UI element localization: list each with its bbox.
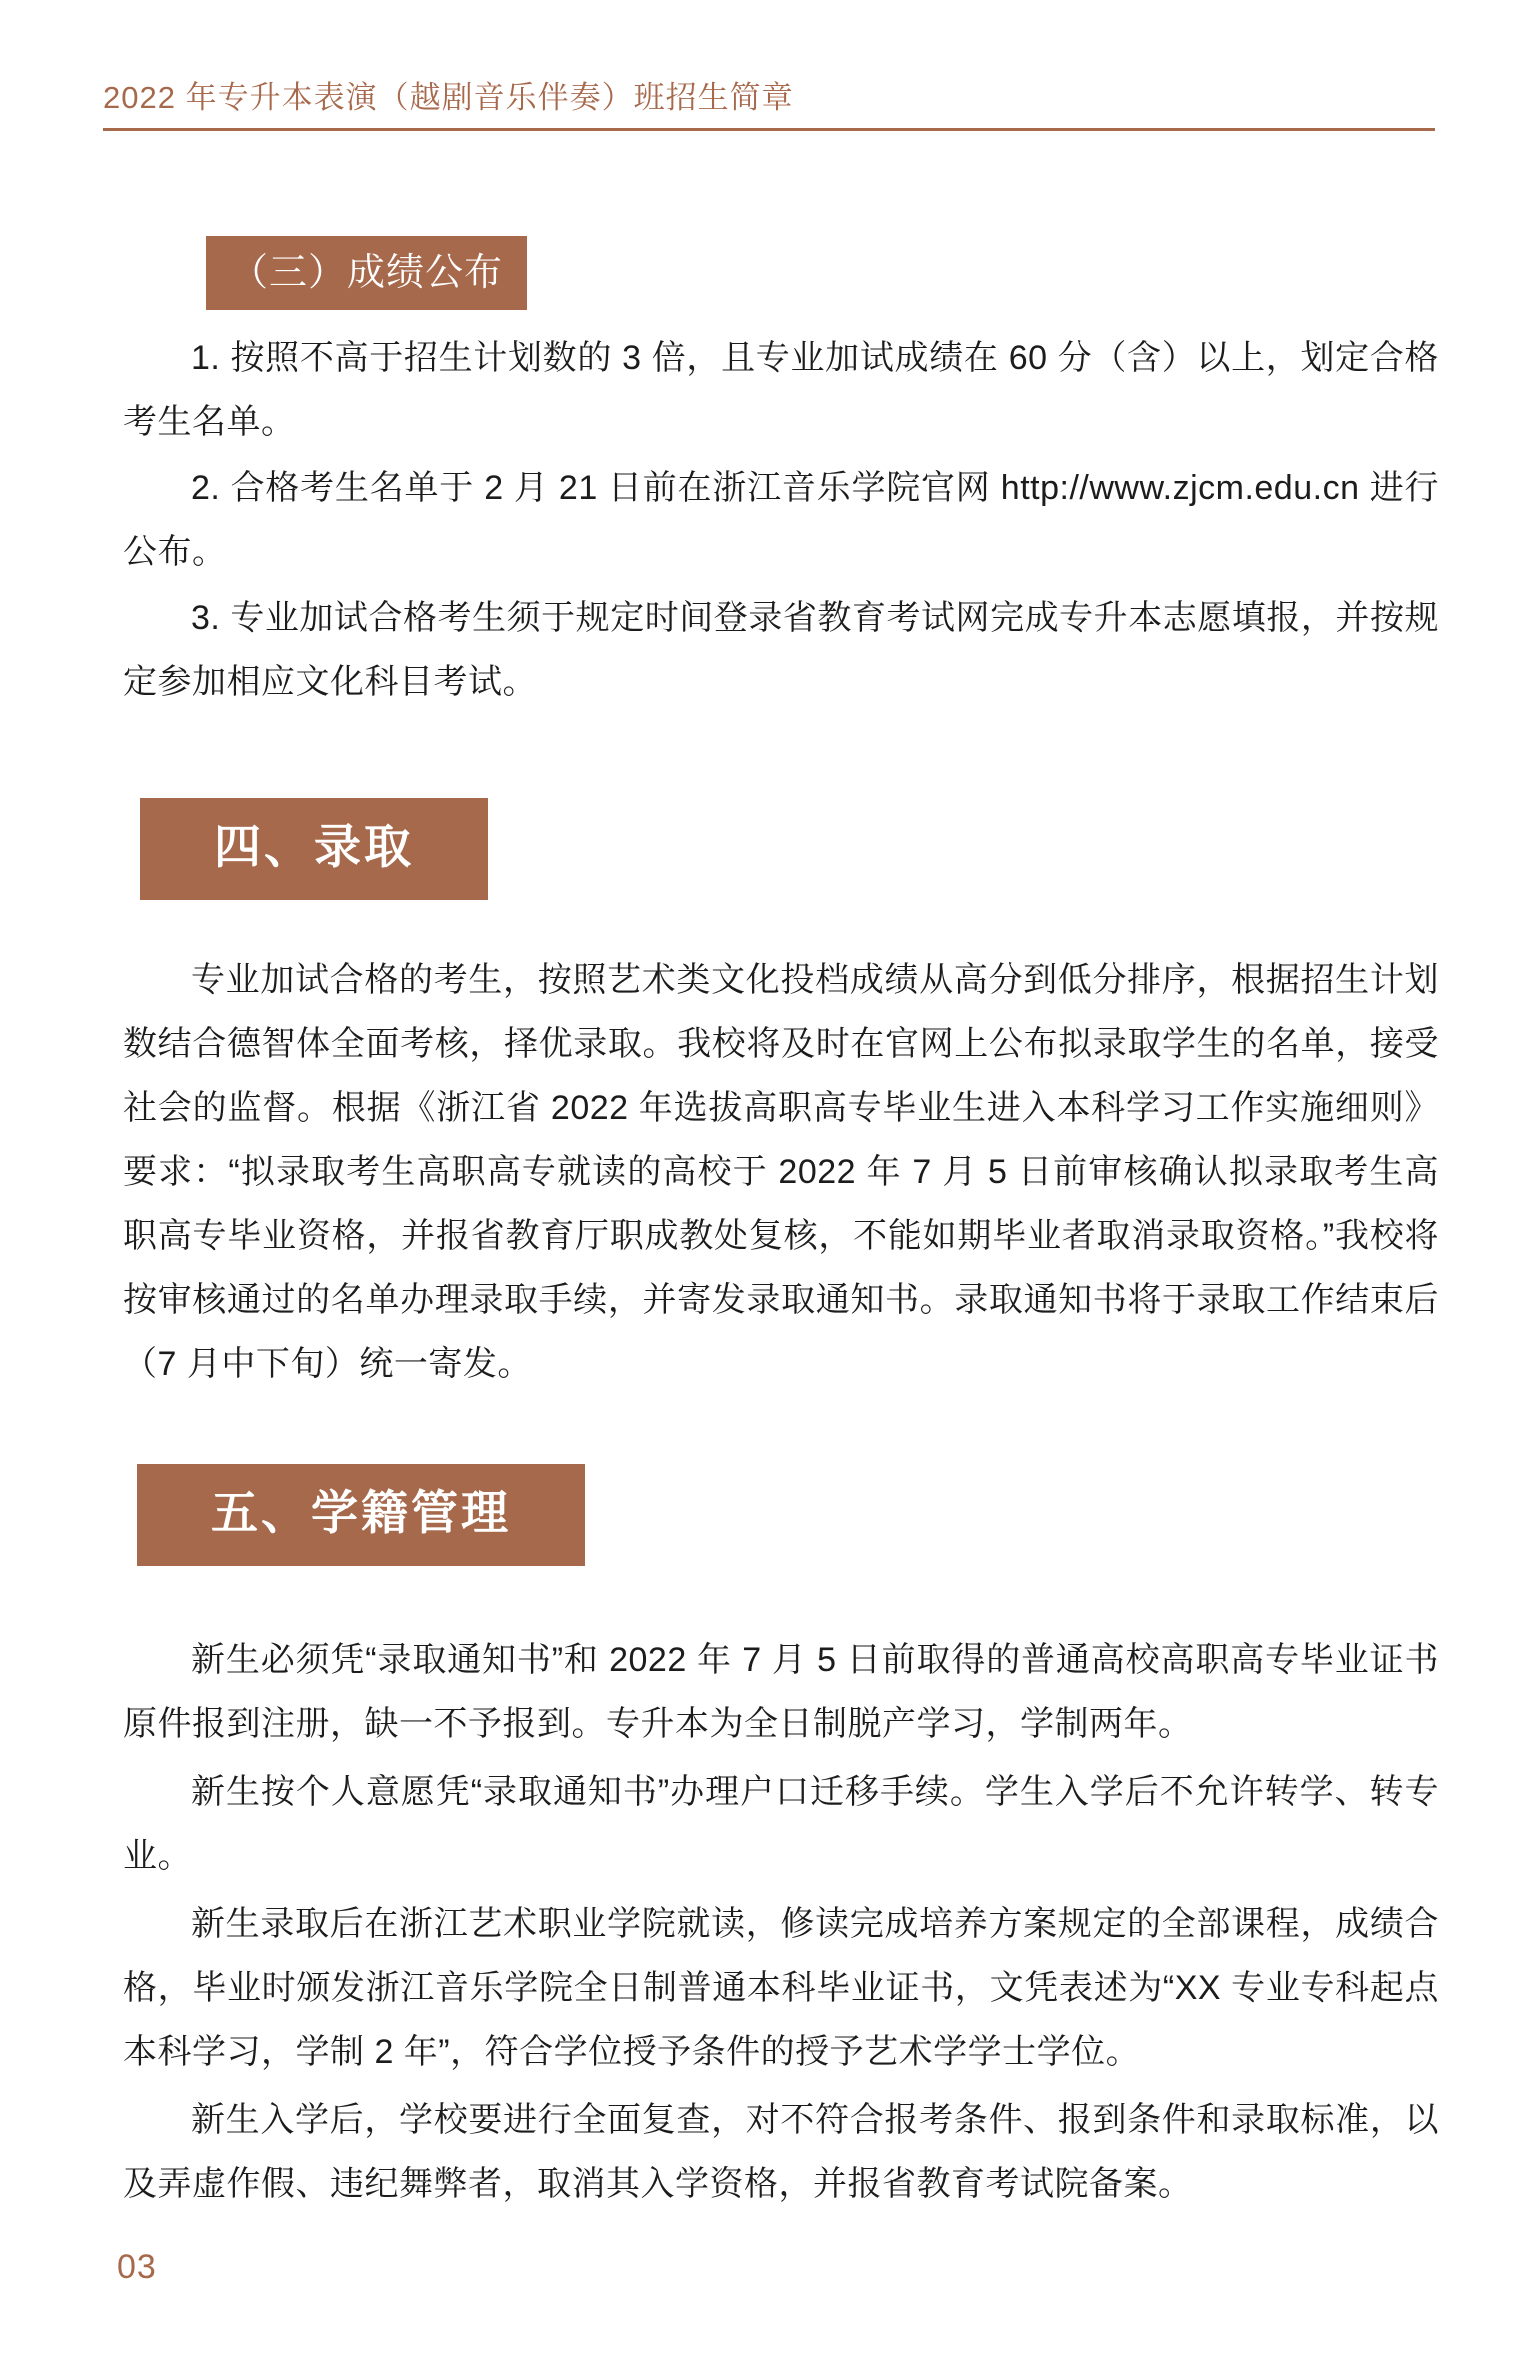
page-header-title: 2022 年专升本表演（越剧音乐伴奏）班招生简章 [103,80,794,115]
page-number: 03 [117,2248,157,2286]
paragraph-admission-1: 专业加试合格的考生，按照艺术类文化投档成绩从高分到低分排序，根据招生计划数结合德智体全面考核，择优录取。我校将及时在官网上公布拟录取学生的名单，接受社会的监督。根据《浙江省 2022 年选拔高职高专毕业生进入本科学习工作实施细则》要求：“拟录取考生高职高专就读的高校于 2022 年 7 月 5 日前审核确认拟录取考生高职高专毕业资格，并报省教育厅职成教处复核，不能如期毕业者取消录取资格。”我校将按审核通过的名单办理录取手续，并寄发录取通知书。录取通知书将于录取工作结束后（7 月中下旬）统一寄发。 [123,961,1439,1383]
section-student-status-management [0,1398,1535,2216]
section-admission [0,716,1535,1396]
section-heading-label: 五、学籍管理 [211,1488,511,1540]
section-heading-label: 四、录取 [214,822,414,874]
paragraph-score-publication-2: 2. 合格考生名单于 2 月 21 日前在浙江音乐学院官网 http://www.zjcm.edu.cn 进行公布。 [123,469,1439,571]
paragraph-score-publication-1: 1. 按照不高于招生计划数的 3 倍，且专业加试成绩在 60 分（含）以上，划定合格考生名单。 [123,339,1439,441]
paragraph-student-status-1: 新生必须凭“录取通知书”和 2022 年 7 月 5 日前取得的普通高校高职高专毕业证书原件报到注册，缺一不予报到。专升本为全日制脱产学习，学制两年。 [123,1641,1439,1743]
paragraph-student-status-4: 新生入学后，学校要进行全面复查，对不符合报考条件、报到条件和录取标准，以及弄虚作假、违纪舞弊者，取消其入学资格，并报省教育考试院备案。 [123,2101,1439,2203]
section-heading-label: （三）成绩公布 [230,252,504,294]
paragraph-student-status-3: 新生录取后在浙江艺术职业学院就读，修读完成培养方案规定的全部课程，成绩合格，毕业时颁发浙江音乐学院全日制普通本科毕业证书，文凭表述为“XX 专业专科起点本科学习，学制 2 年”，符合学位授予条件的授予艺术学学士学位。 [123,1905,1439,2071]
section-heading-student-status [137,1464,585,1566]
section-heading-admission [140,798,488,900]
section-score-publication [0,131,1535,714]
page-header [0,78,1535,131]
paragraph-student-status-2: 新生按个人意愿凭“录取通知书”办理户口迁移手续。学生入学后不允许转学、转专业。 [123,1773,1439,1875]
paragraph-score-publication-3: 3. 专业加试合格考生须于规定时间登录省教育考试网完成专升本志愿填报，并按规定参加相应文化科目考试。 [123,599,1439,701]
section-heading-score-publication [206,236,527,310]
